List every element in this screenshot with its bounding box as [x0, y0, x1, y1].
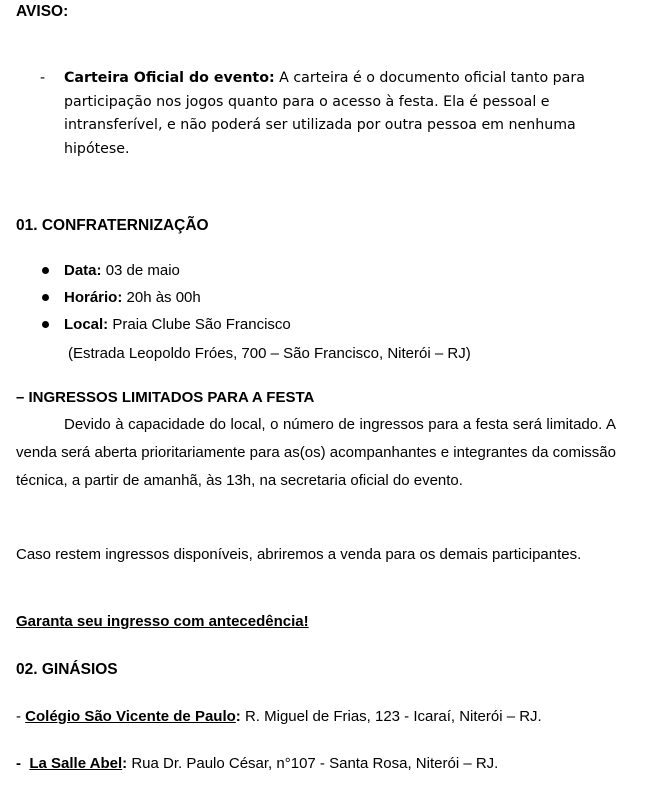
aviso-item-text: A carteira é o documento oficial tanto para participação nos jogos quanto para o acesso à festa. Ela é pessoal e intransferível, e não poderá ser utilizada por outra pessoa em nenhuma hipótese. — [64, 70, 585, 157]
bullet-icon — [42, 321, 49, 328]
list-dash: - — [40, 70, 46, 86]
item-label: Data: — [64, 262, 102, 279]
bullet-icon — [42, 294, 49, 301]
ingressos-paragraph-1 — [16, 411, 616, 495]
item-value: 20h às 00h — [126, 289, 201, 306]
item-value: 03 de maio — [105, 262, 180, 279]
item-label: Local: — [64, 316, 109, 333]
gym-address: R. Miguel de Frias, 123 - Icaraí, Niterói – RJ. — [240, 708, 542, 725]
gym-colon: : — [235, 708, 241, 725]
item-label: Horário: — [64, 289, 123, 306]
list-item-local — [40, 314, 620, 341]
gym-prefix: - — [16, 708, 26, 725]
list-item-data — [40, 260, 620, 287]
aviso-item — [40, 67, 600, 161]
section-ginasios-heading: 02. GINÁSIOS — [16, 661, 118, 678]
gym-name: La Salle Abel — [29, 755, 123, 772]
item-value: Praia Clube São Francisco — [112, 316, 291, 333]
ingressos-heading: – INGRESSOS LIMITADOS PARA A FESTA — [16, 389, 315, 406]
gym-address: Rua Dr. Paulo César, n°107 - Santa Rosa, Niterói – RJ. — [127, 755, 499, 772]
local-address: (Estrada Leopoldo Fróes, 700 – São Francisco, Niterói – RJ) — [68, 345, 471, 362]
aviso-item-text-block — [64, 67, 600, 161]
section-confraternizacao-heading: 01. CONFRATERNIZAÇÃO — [16, 217, 209, 234]
ginasio-item-1 — [16, 706, 542, 728]
aviso-heading: AVISO: — [16, 3, 69, 20]
bullet-icon — [42, 267, 49, 274]
aviso-item-label: Carteira Oficial do evento: — [64, 70, 275, 86]
gym-prefix: - — [16, 755, 30, 772]
gym-name: Colégio São Vicente de Paulo — [25, 708, 236, 725]
ingressos-cta: Garanta seu ingresso com antecedência! — [16, 613, 309, 630]
list-item-horario — [40, 287, 620, 314]
ginasio-item-2 — [16, 753, 498, 775]
ingressos-paragraph-2: Caso restem ingressos disponíveis, abriremos a venda para os demais participantes. — [16, 546, 582, 563]
gym-colon: : — [122, 755, 128, 772]
confraternizacao-list — [40, 260, 620, 341]
ingressos-paragraph-1-text: Devido à capacidade do local, o número de ingressos para a festa será limitado. A venda será aberta prioritariamente para as(os) acompanhantes e integrantes da comissão técnica, a partir de amanhã, às 13h, na secretaria oficial do evento. — [16, 416, 616, 489]
